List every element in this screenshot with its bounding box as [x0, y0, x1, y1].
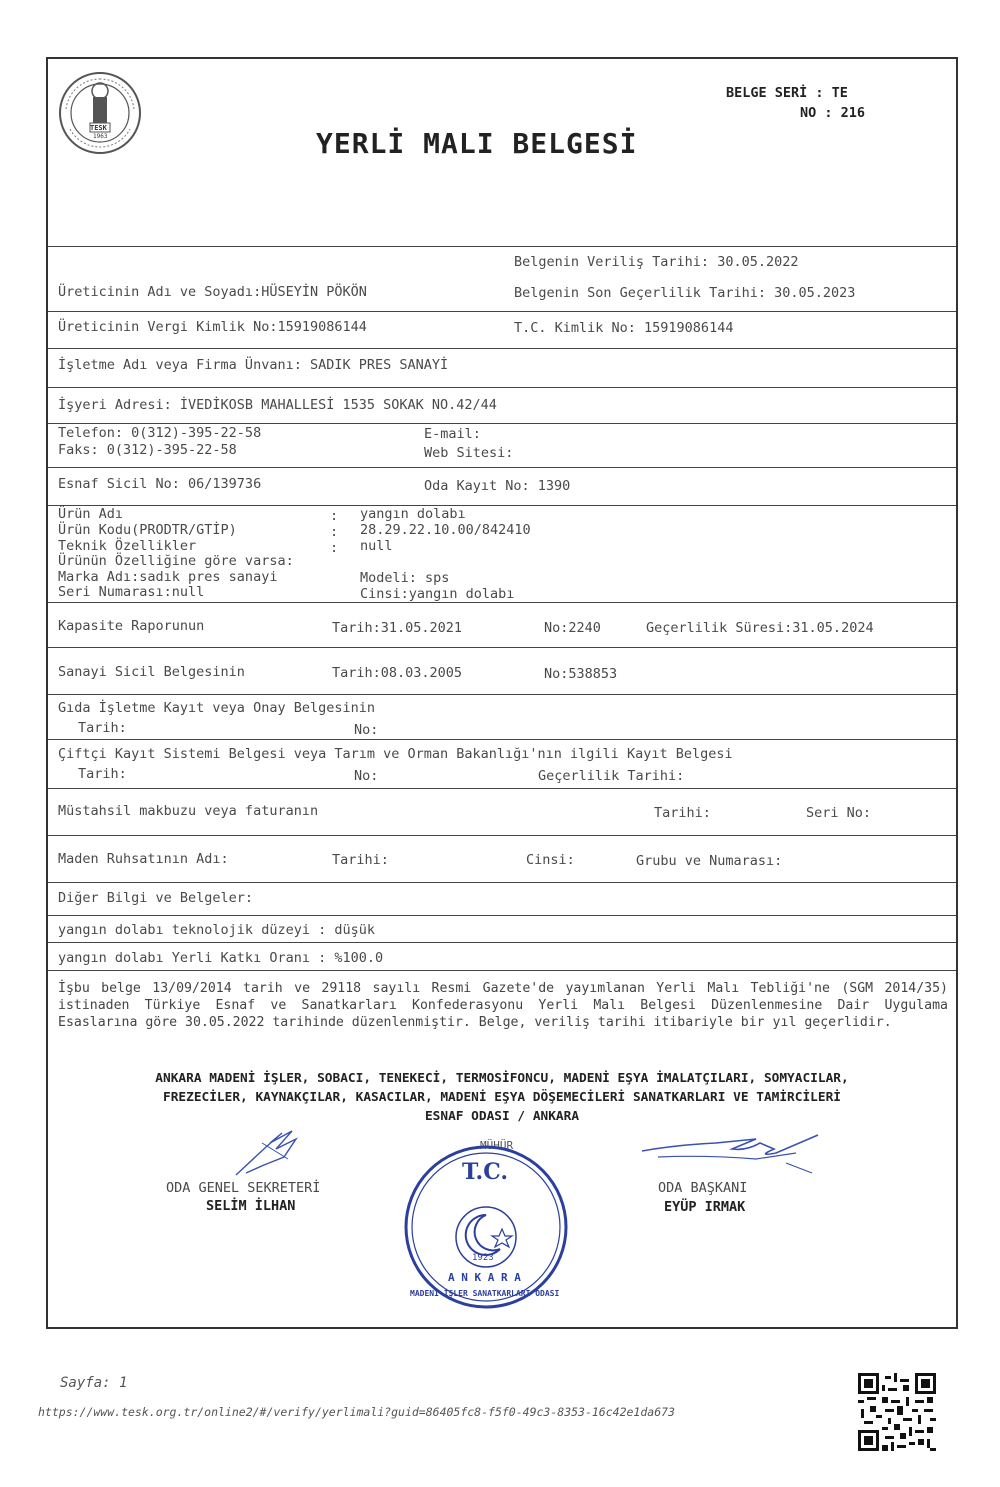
stamp-ring-text: MADENİ İŞLER SANATKARLARI ODASI	[410, 1289, 560, 1298]
chamber-line-2: FREZECİLER, KAYNAKÇILAR, KASACILAR, MADENİ EŞYA DÖŞEMECİLERİ SANATKARLARI VE TAMİRCİLERİ	[163, 1090, 841, 1105]
kapasite-tarih: Tarih:31.05.2021	[332, 620, 463, 636]
tesk-logo	[56, 69, 144, 157]
diger-label: Diğer Bilgi ve Belgeler:	[58, 890, 254, 906]
genel-sekreter-title: ODA GENEL SEKRETERİ	[166, 1180, 321, 1196]
verilis-tarihi: Belgenin Veriliş Tarihi: 30.05.2022	[514, 254, 799, 270]
ciftci-no: No:	[354, 768, 379, 784]
yerli-katki-orani: yangın dolabı Yerli Katkı Oranı : %100.0	[58, 950, 384, 966]
gida-label: Gıda İşletme Kayıt veya Onay Belgesinin	[58, 700, 375, 716]
firma-unvani: İşletme Adı veya Firma Ünvanı: SADIK PRES SANAYİ	[58, 357, 449, 373]
urun-ozellik-label: Ürünün Özelliğine göre varsa:	[58, 553, 294, 569]
sanayi-tarih: Tarih:08.03.2005	[332, 665, 463, 681]
colon-1: :	[330, 508, 339, 524]
page-number: Sayfa: 1	[60, 1375, 128, 1391]
mustahsil-seri: Seri No:	[806, 805, 872, 821]
colon-2: :	[330, 524, 339, 540]
kapasite-gecerlilik: Geçerlilik Süresi:31.05.2024	[646, 620, 874, 636]
logo-abbrev: TESK	[90, 124, 107, 132]
oda-baskani-name: EYÜP IRMAK	[664, 1199, 746, 1215]
maden-label: Maden Ruhsatının Adı:	[58, 851, 229, 867]
qr-code[interactable]	[858, 1373, 936, 1451]
model: Modeli: sps	[360, 570, 450, 586]
belge-no: NO : 216	[800, 105, 866, 121]
legal-statement: İşbu belge 13/09/2014 tarih ve 29118 sayılı Resmi Gazete'de yayımlanan Yerli Malı Tebliği'ne (SGM 2014/35) istinaden Türkiye Esnaf ve Sanatkarları Konfederasyonu Yerli Malı Belgesi Düzenlenmesine Dair Uygulama Esaslarına göre 30.05.2022 tarihinde düzenlenmiştir. Belge, veriliş tarihi itibariyle bir yıl geçerlidir.	[58, 981, 948, 1030]
chamber-line-3: ESNAF ODASI / ANKARA	[424, 1109, 580, 1124]
kapasite-no: No:2240	[544, 620, 601, 636]
vergi-kimlik: Üreticinin Vergi Kimlik No:15919086144	[58, 319, 367, 335]
faks: Faks: 0(312)-395-22-58	[58, 442, 237, 458]
stamp-year: 1923	[472, 1253, 494, 1263]
maden-cinsi: Cinsi:	[526, 852, 575, 868]
verify-url[interactable]: https://www.tesk.org.tr/online2/#/verify/yerlimali?guid=86405fc8-f5f0-49c3-8353-16c42e1da673	[38, 1405, 675, 1419]
oda-baskani-title: ODA BAŞKANI	[658, 1180, 748, 1196]
document-title: YERLİ MALI BELGESİ	[316, 127, 638, 160]
muhur-label: MÜHÜR	[480, 1139, 514, 1152]
colon-3: :	[330, 540, 339, 556]
ciftci-gecerlilik: Geçerlilik Tarihi:	[538, 768, 685, 784]
tc-kimlik: T.C. Kimlik No: 15919086144	[514, 320, 734, 336]
teknoloji-duzeyi: yangın dolabı teknolojik düzeyi : düşük	[58, 922, 375, 938]
gida-tarih: Tarih:	[78, 720, 127, 736]
sanayi-no: No:538853	[544, 666, 618, 682]
left-signature	[226, 1113, 316, 1187]
marka-adi: Marka Adı:sadık pres sanayi	[58, 569, 278, 585]
mustahsil-label: Müstahsil makbuzu veya faturanın	[58, 803, 319, 819]
cinsi: Cinsi:yangın dolabı	[360, 586, 515, 602]
official-stamp	[402, 1143, 570, 1311]
teknik-ozellikler-label: Teknik Özellikler	[58, 538, 197, 554]
teknik-ozellikler-value: null	[360, 538, 393, 554]
right-signature	[636, 1123, 826, 1187]
maden-tarih: Tarihi:	[332, 852, 389, 868]
genel-sekreter-name: SELİM İLHAN	[206, 1198, 296, 1214]
sanayi-label: Sanayi Sicil Belgesinin	[58, 664, 245, 680]
esnaf-sicil: Esnaf Sicil No: 06/139736	[58, 476, 262, 492]
logo-year: 1963	[93, 133, 108, 140]
urun-kodu-label: Ürün Kodu(PRODTR/GTİP)	[58, 522, 237, 538]
urun-adi-label: Ürün Adı	[58, 506, 124, 522]
urun-adi-value: yangın dolabı	[360, 506, 466, 522]
chamber-line-1: ANKARA MADENİ İŞLER, SOBACI, TENEKECİ, TERMOSİFONCU, MADENİ EŞYA İMALATÇILARI, SOMYACILAR,	[155, 1071, 849, 1086]
email: E-mail:	[424, 426, 481, 442]
oda-kayit: Oda Kayıt No: 1390	[424, 478, 571, 494]
gida-no: No:	[354, 722, 379, 738]
telefon: Telefon: 0(312)-395-22-58	[58, 425, 262, 441]
urun-kodu-value: 28.29.22.10.00/842410	[360, 522, 531, 538]
mustahsil-tarih: Tarihi:	[654, 805, 711, 821]
certificate-frame	[46, 57, 958, 1329]
web-sitesi: Web Sitesi:	[424, 445, 514, 461]
ciftci-tarih: Tarih:	[78, 766, 127, 782]
belge-seri: BELGE SERİ : TE	[726, 85, 848, 101]
seri-numarasi: Seri Numarası:null	[58, 584, 205, 600]
maden-grubu: Grubu ve Numarası:	[636, 853, 783, 869]
stamp-tc: T.C.	[462, 1159, 508, 1185]
isyeri-adresi: İşyeri Adresi: İVEDİKOSB MAHALLESİ 1535 SOKAK NO.42/44	[58, 397, 497, 413]
kapasite-label: Kapasite Raporunun	[58, 618, 205, 634]
son-gecerlilik-tarihi: Belgenin Son Geçerlilik Tarihi: 30.05.2023	[514, 285, 856, 301]
producer-name: Üreticinin Adı ve Soyadı:HÜSEYİN PÖKÖN	[58, 284, 367, 300]
stamp-ankara: A N K A R A	[448, 1271, 521, 1284]
ciftci-label: Çiftçi Kayıt Sistemi Belgesi veya Tarım ve Orman Bakanlığı'nın ilgili Kayıt Belgesi	[58, 746, 733, 762]
